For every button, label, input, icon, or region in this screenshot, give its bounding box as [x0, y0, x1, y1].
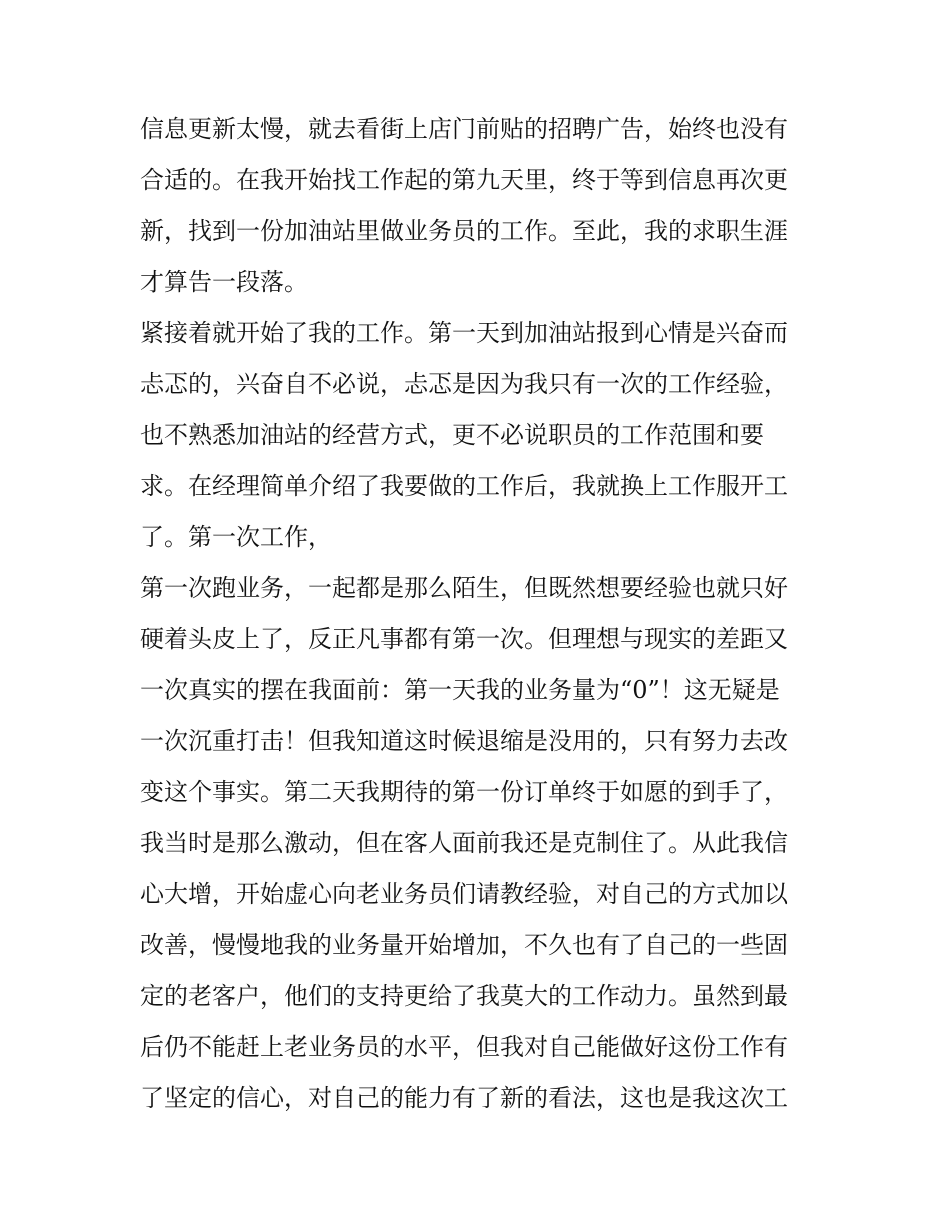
text-line: 合适的。在我开始找工作起的第九天里，终于等到信息再次更	[140, 166, 788, 194]
text-line: 我当时是那么激动，但在客人面前我还是克制住了。从此我信	[140, 829, 788, 857]
text-line: 改善，慢慢地我的业务量开始增加，不久也有了自己的一些固	[140, 931, 788, 959]
text-line: 忐忑的，兴奋自不必说，忐忑是因为我只有一次的工作经验，	[140, 370, 788, 398]
text-line: 变这个事实。第二天我期待的第一份订单终于如愿的到手了，	[140, 778, 788, 806]
text-line: 信息更新太慢，就去看街上店门前贴的招聘广告，始终也没有	[140, 115, 788, 143]
text-line: 求。在经理简单介绍了我要做的工作后，我就换上工作服开工	[140, 472, 788, 500]
text-line: 心大增，开始虚心向老业务员们请教经验，对自己的方式加以	[140, 880, 788, 908]
text-line: 紧接着就开始了我的工作。第一天到加油站报到心情是兴奋而	[140, 319, 788, 347]
text-line: 一次沉重打击！但我知道这时候退缩是没用的，只有努力去改	[140, 727, 788, 755]
text-line: 一次真实的摆在我面前：第一天我的业务量为“0”！这无疑是	[140, 676, 780, 704]
text-line: 硬着头皮上了，反正凡事都有第一次。但理想与现实的差距又	[140, 625, 788, 653]
text-line: 后仍不能赶上老业务员的水平，但我对自己能做好这份工作有	[140, 1033, 788, 1061]
text-line: 第一次跑业务，一起都是那么陌生，但既然想要经验也就只好	[140, 574, 788, 602]
body-text	[140, 104, 840, 1124]
text-line: 定的老客户，他们的支持更给了我莫大的工作动力。虽然到最	[140, 982, 788, 1010]
text-line: 了。第一次工作，	[140, 523, 332, 551]
text-line: 也不熟悉加油站的经营方式，更不必说职员的工作范围和要	[140, 421, 764, 449]
text-line: 才算告一段落。	[140, 268, 308, 296]
text-line: 了坚定的信心，对自己的能力有了新的看法，这也是我这次工	[140, 1084, 788, 1112]
text-line: 新，找到一份加油站里做业务员的工作。至此，我的求职生涯	[140, 217, 788, 245]
